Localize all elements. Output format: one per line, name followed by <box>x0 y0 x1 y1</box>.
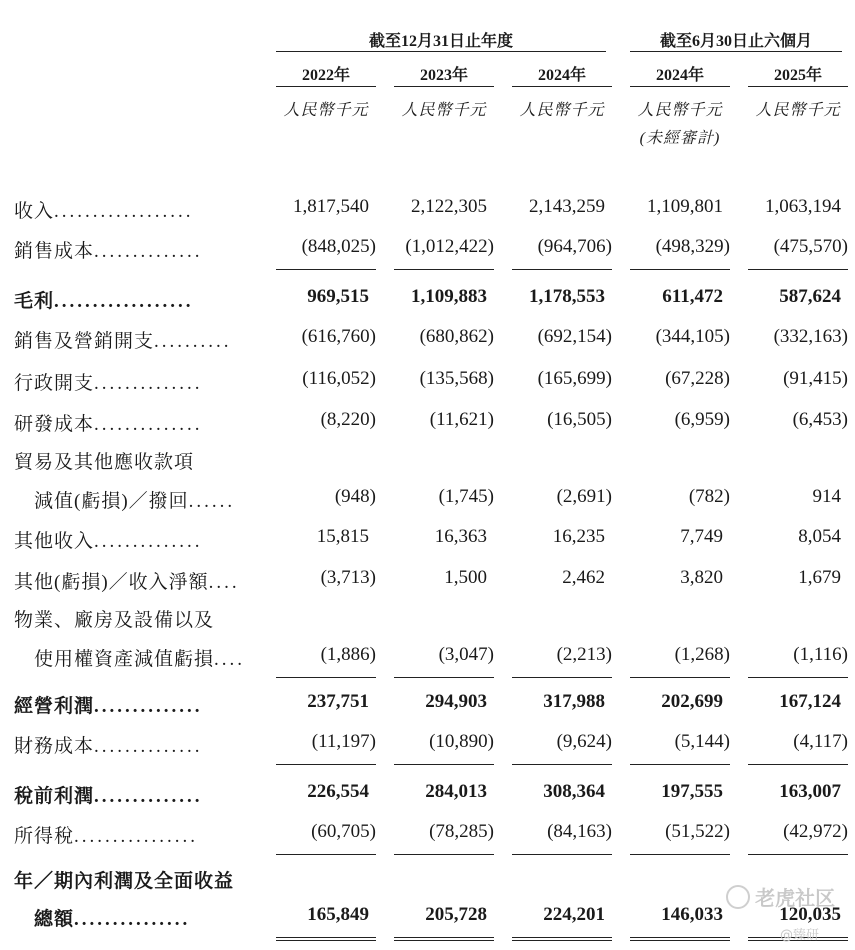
cell-r5-c3: (165,699) <box>537 368 612 389</box>
subtotal-rule-14-4 <box>630 764 730 765</box>
subtotal-rule-12-2 <box>394 677 494 678</box>
cell-r16-c2: (78,285) <box>429 821 494 842</box>
subtotal-rule-16-3 <box>512 854 612 855</box>
cell-r8-c3: (2,691) <box>556 486 612 507</box>
cell-r1-c3: 2,143,259 <box>529 196 605 217</box>
cell-r1-c2: 2,122,305 <box>411 196 487 217</box>
row-label-text: 稅前利潤 <box>14 786 95 807</box>
cell-r16-c3: (84,163) <box>547 821 612 842</box>
row-label-text: 年／期內利潤及全面收益 <box>14 871 235 892</box>
cell-r3-c4: 611,472 <box>662 286 723 307</box>
cell-r3-c3: 1,178,553 <box>529 286 605 307</box>
cell-r5-c2: (135,568) <box>419 368 494 389</box>
total-double-rule-18-2 <box>394 937 494 941</box>
cell-r14-c4: (5,144) <box>674 731 730 752</box>
cell-r16-c1: (60,705) <box>311 821 376 842</box>
subtotal-rule-14-1 <box>276 764 376 765</box>
cell-r8-c4: (782) <box>688 486 730 507</box>
cell-r9-c4: 7,749 <box>680 526 723 547</box>
cell-r12-c4: (1,268) <box>674 644 730 665</box>
cell-r5-c4: (67,228) <box>665 368 730 389</box>
row-label-text: 財務成本 <box>14 736 95 757</box>
row-label-10 <box>14 567 240 594</box>
column-unit-1: 人民幣千元 <box>283 102 369 119</box>
cell-r15-c5: 163,007 <box>779 781 841 802</box>
row-label-text: 其他收入 <box>14 531 95 552</box>
cell-r1-c4: 1,109,801 <box>647 196 723 217</box>
cell-r9-c2: 16,363 <box>434 526 487 547</box>
row-label-text: 使用權資產減值虧損 <box>34 649 215 670</box>
subtotal-rule-16-5 <box>748 854 848 855</box>
cell-r14-c5: (4,117) <box>793 731 848 752</box>
subtotal-rule-12-1 <box>276 677 376 678</box>
column-year-rule-4 <box>630 86 730 87</box>
subtotal-rule-14-3 <box>512 764 612 765</box>
cell-r12-c2: (3,047) <box>438 644 494 665</box>
cell-r9-c5: 8,054 <box>798 526 841 547</box>
row-leader-dots: .............. <box>94 414 203 435</box>
row-label-text: 減值(虧損)／撥回 <box>34 491 189 512</box>
subtotal-rule-2-2 <box>394 269 494 270</box>
cell-r6-c5: (6,453) <box>792 409 848 430</box>
row-label-text: 貿易及其他應收款項 <box>14 452 195 473</box>
group-header-six-months-rule <box>630 51 842 52</box>
cell-r12-c1: (1,886) <box>320 644 376 665</box>
column-year-5: 2025年 <box>773 67 822 84</box>
row-leader-dots: ................ <box>74 826 199 847</box>
row-leader-dots: .... <box>208 572 240 593</box>
cell-r13-c5: 167,124 <box>779 691 841 712</box>
cell-r15-c1: 226,554 <box>307 781 369 802</box>
row-label-16 <box>14 821 198 848</box>
cell-r8-c5: 914 <box>812 486 841 507</box>
row-label-1 <box>14 196 194 223</box>
cell-r18-c3: 224,201 <box>543 904 605 925</box>
row-label-text: 研發成本 <box>14 414 95 435</box>
subtotal-rule-16-4 <box>630 854 730 855</box>
cell-r4-c5: (332,163) <box>773 326 848 347</box>
cell-r4-c3: (692,154) <box>537 326 612 347</box>
cell-r5-c5: (91,415) <box>783 368 848 389</box>
cell-r9-c3: 16,235 <box>552 526 605 547</box>
cell-r14-c1: (11,197) <box>311 731 376 752</box>
cell-r4-c4: (344,105) <box>655 326 730 347</box>
cell-r4-c1: (616,760) <box>301 326 376 347</box>
row-label-text: 總額 <box>34 909 75 930</box>
cell-r8-c1: (948) <box>334 486 376 507</box>
subtotal-rule-16-2 <box>394 854 494 855</box>
row-leader-dots: .............. <box>94 531 203 552</box>
column-year-rule-5 <box>748 86 848 87</box>
row-label-8 <box>34 486 235 513</box>
cell-r4-c2: (680,862) <box>419 326 494 347</box>
cell-r13-c2: 294,903 <box>425 691 487 712</box>
row-leader-dots: .............. <box>94 736 203 757</box>
column-unit-3: 人民幣千元 <box>519 102 605 119</box>
row-leader-dots: .............. <box>94 696 203 717</box>
row-leader-dots: .... <box>214 649 246 670</box>
row-leader-dots: .............. <box>94 786 203 807</box>
cell-r14-c3: (9,624) <box>556 731 612 752</box>
row-label-15 <box>14 781 203 808</box>
cell-r16-c5: (42,972) <box>783 821 848 842</box>
row-leader-dots: ............... <box>74 909 191 930</box>
cell-r1-c1: 1,817,540 <box>293 196 369 217</box>
subtotal-rule-16-1 <box>276 854 376 855</box>
watermark <box>726 882 835 911</box>
row-leader-dots: .................. <box>54 201 194 222</box>
cell-r18-c4: 146,033 <box>661 904 723 925</box>
row-label-13 <box>14 691 203 718</box>
cell-r15-c3: 308,364 <box>543 781 605 802</box>
cell-r6-c4: (6,959) <box>674 409 730 430</box>
column-note-4: (未經審計) <box>639 130 721 147</box>
total-double-rule-18-1 <box>276 937 376 941</box>
column-year-4: 2024年 <box>655 67 704 84</box>
row-label-5 <box>14 368 203 395</box>
watermark-handle: @臻研 <box>780 928 820 943</box>
cell-r15-c2: 284,013 <box>425 781 487 802</box>
column-unit-4: 人民幣千元 <box>637 102 723 119</box>
row-label-7 <box>14 447 194 474</box>
cell-r6-c3: (16,505) <box>547 409 612 430</box>
row-label-3 <box>14 286 194 313</box>
cell-r15-c4: 197,555 <box>661 781 723 802</box>
cell-r1-c5: 1,063,194 <box>765 196 841 217</box>
row-label-text: 銷售成本 <box>14 241 95 262</box>
cell-r3-c5: 587,624 <box>779 286 841 307</box>
row-label-text: 物業、廠房及設備以及 <box>14 610 215 631</box>
row-leader-dots: .......... <box>154 331 232 352</box>
row-label-text: 其他(虧損)／收入淨額 <box>14 572 209 593</box>
row-leader-dots: .............. <box>94 373 203 394</box>
cell-r6-c2: (11,621) <box>429 409 494 430</box>
cell-r3-c1: 969,515 <box>307 286 369 307</box>
row-label-12 <box>34 644 245 671</box>
cell-r18-c1: 165,849 <box>307 904 369 925</box>
watermark-logo-icon <box>726 885 750 909</box>
total-double-rule-18-4 <box>630 937 730 941</box>
subtotal-rule-2-3 <box>512 269 612 270</box>
row-label-text: 所得稅 <box>14 826 75 847</box>
cell-r2-c1: (848,025) <box>301 236 376 257</box>
row-label-2 <box>14 236 203 263</box>
cell-r6-c1: (8,220) <box>320 409 376 430</box>
subtotal-rule-14-5 <box>748 764 848 765</box>
subtotal-rule-14-2 <box>394 764 494 765</box>
cell-r16-c4: (51,522) <box>665 821 730 842</box>
row-leader-dots: ...... <box>188 491 236 512</box>
cell-r3-c2: 1,109,883 <box>411 286 487 307</box>
cell-r10-c2: 1,500 <box>444 567 487 588</box>
watermark-brand: 老虎社区 <box>755 886 836 910</box>
row-label-6 <box>14 409 203 436</box>
cell-r10-c5: 1,679 <box>798 567 841 588</box>
subtotal-rule-12-3 <box>512 677 612 678</box>
cell-r2-c2: (1,012,422) <box>405 236 494 257</box>
cell-r13-c1: 237,751 <box>307 691 369 712</box>
cell-r5-c1: (116,052) <box>302 368 376 389</box>
subtotal-rule-2-4 <box>630 269 730 270</box>
row-label-11 <box>14 605 214 632</box>
row-label-4 <box>14 326 232 353</box>
row-label-text: 經營利潤 <box>14 696 95 717</box>
cell-r8-c2: (1,745) <box>438 486 494 507</box>
row-label-18 <box>34 904 190 931</box>
cell-r18-c2: 205,728 <box>425 904 487 925</box>
cell-r2-c3: (964,706) <box>537 236 612 257</box>
row-label-14 <box>14 731 203 758</box>
column-unit-2: 人民幣千元 <box>401 102 487 119</box>
subtotal-rule-12-4 <box>630 677 730 678</box>
cell-r12-c3: (2,213) <box>556 644 612 665</box>
cell-r10-c3: 2,462 <box>562 567 605 588</box>
column-year-rule-1 <box>276 86 376 87</box>
subtotal-rule-12-5 <box>748 677 848 678</box>
column-year-rule-3 <box>512 86 612 87</box>
subtotal-rule-2-5 <box>748 269 848 270</box>
row-label-17 <box>14 866 234 893</box>
column-year-3: 2024年 <box>537 67 586 84</box>
row-leader-dots: .............. <box>94 241 203 262</box>
cell-r10-c4: 3,820 <box>680 567 723 588</box>
group-header-six-months: 截至6月30日止六個月 <box>659 33 812 50</box>
row-label-text: 行政開支 <box>14 373 95 394</box>
column-year-1: 2022年 <box>301 67 350 84</box>
row-leader-dots: .................. <box>54 291 194 312</box>
group-header-fiscal-year: 截至12月31日止年度 <box>368 33 513 50</box>
cell-r2-c5: (475,570) <box>773 236 848 257</box>
cell-r13-c3: 317,988 <box>543 691 605 712</box>
cell-r18-c5: 120,035 <box>779 904 841 925</box>
row-label-text: 銷售及營銷開支 <box>14 331 155 352</box>
column-year-rule-2 <box>394 86 494 87</box>
group-header-fiscal-year-rule <box>276 51 606 52</box>
total-double-rule-18-3 <box>512 937 612 941</box>
cell-r13-c4: 202,699 <box>661 691 723 712</box>
cell-r2-c4: (498,329) <box>655 236 730 257</box>
row-label-text: 毛利 <box>14 291 55 312</box>
cell-r9-c1: 15,815 <box>316 526 369 547</box>
cell-r12-c5: (1,116) <box>793 644 848 665</box>
cell-r10-c1: (3,713) <box>320 567 376 588</box>
column-year-2: 2023年 <box>419 67 468 84</box>
row-label-9 <box>14 526 203 553</box>
row-label-text: 收入 <box>14 201 55 222</box>
cell-r14-c2: (10,890) <box>429 731 494 752</box>
column-unit-5: 人民幣千元 <box>755 102 841 119</box>
subtotal-rule-2-1 <box>276 269 376 270</box>
